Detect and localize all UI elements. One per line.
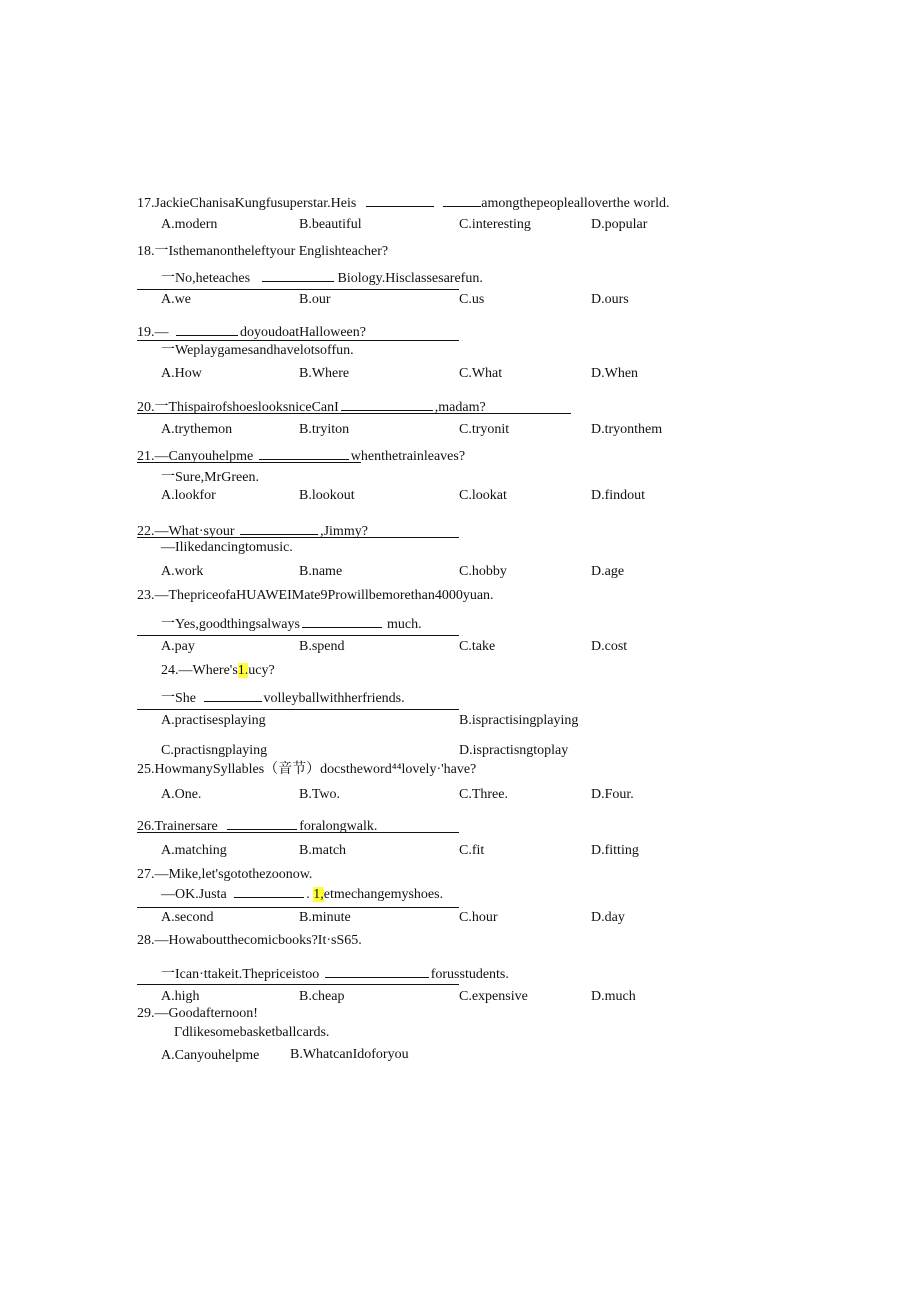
question-20-stem bbox=[137, 397, 486, 417]
q18-option-b[interactable]: B.our bbox=[299, 292, 331, 307]
q24-option-c[interactable]: C.practisngplaying bbox=[161, 743, 268, 758]
q19-option-d[interactable]: D.When bbox=[591, 366, 639, 381]
q23-resp-a: 一Yes,goodthingsalways bbox=[161, 617, 300, 632]
q17-option-b[interactable]: B.beautiful bbox=[299, 217, 362, 232]
q21-option-d[interactable]: D.findout bbox=[591, 488, 646, 503]
q20-option-d[interactable]: D.tryonthem bbox=[591, 422, 663, 437]
q25-option-a[interactable]: A.One. bbox=[161, 787, 202, 802]
question-23-response bbox=[161, 614, 422, 634]
q18-resp-b: Biology.Hisclassesarefun. bbox=[337, 271, 483, 286]
q28-option-a[interactable]: A.high bbox=[161, 989, 200, 1004]
q27-option-d[interactable]: D.day bbox=[591, 910, 625, 925]
q26-option-c[interactable]: C.fit bbox=[459, 843, 485, 858]
question-19-stem bbox=[137, 322, 366, 342]
q26-option-a[interactable]: A.matching bbox=[161, 843, 227, 858]
question-21-stem bbox=[137, 446, 465, 466]
q18-option-c[interactable]: C.us bbox=[459, 292, 485, 307]
q29-option-b[interactable]: B.WhatcanIdoforyou bbox=[290, 1047, 409, 1062]
question-25-stem: 25.HowmanySyllables（音节）docstheword⁴⁴lovely·'have? bbox=[137, 762, 477, 777]
q26-stem-b: foralongwalk. bbox=[299, 819, 378, 834]
question-28-stem: 28.—Howaboutthecomicbooks?It·sS65. bbox=[137, 933, 362, 948]
question-27-stem: 27.—Mike,let'sgotothezoonow. bbox=[137, 867, 313, 882]
q22-stem-a: 22.—What·syour bbox=[137, 524, 235, 539]
q24-stem-a: 24.—Where's bbox=[161, 663, 238, 678]
q28-blank[interactable] bbox=[325, 964, 429, 978]
q18-rule bbox=[137, 289, 459, 290]
q19-rule bbox=[137, 340, 459, 341]
q22-option-d[interactable]: D.age bbox=[591, 564, 625, 579]
question-29-stem: 29.—Goodafternoon! bbox=[137, 1006, 258, 1021]
q25-option-d[interactable]: D.Four. bbox=[591, 787, 634, 802]
q23-option-c[interactable]: C.take bbox=[459, 639, 496, 654]
q24-resp-a: 一She bbox=[161, 691, 196, 706]
question-27-response bbox=[161, 884, 443, 904]
q17-blank-1[interactable] bbox=[366, 193, 434, 207]
q22-option-a[interactable]: A.work bbox=[161, 564, 204, 579]
q22-rule bbox=[137, 537, 459, 538]
q26-rule bbox=[137, 832, 459, 833]
question-18-response bbox=[161, 268, 483, 288]
q24-blank[interactable] bbox=[204, 688, 262, 702]
q25-option-c[interactable]: C.Three. bbox=[459, 787, 508, 802]
question-22-stem bbox=[137, 521, 368, 541]
q17-option-d[interactable]: D.popular bbox=[591, 217, 648, 232]
question-18-stem: 18.一Isthemanontheleftyour Englishteacher? bbox=[137, 244, 389, 259]
q22-option-b[interactable]: B.name bbox=[299, 564, 343, 579]
q29-response: Γdlikesomebasketballcards. bbox=[174, 1025, 330, 1040]
q28-option-d[interactable]: D.much bbox=[591, 989, 636, 1004]
q24-stem-b: ucy? bbox=[248, 663, 275, 678]
q21-option-b[interactable]: B.lookout bbox=[299, 488, 355, 503]
q23-option-a[interactable]: A.pay bbox=[161, 639, 195, 654]
q20-rule bbox=[137, 413, 571, 414]
q26-stem-a: 26.Trainersare bbox=[137, 819, 218, 834]
q23-blank[interactable] bbox=[302, 614, 382, 628]
q27-option-a[interactable]: A.second bbox=[161, 910, 214, 925]
q19-response: 一Weplaygamesandhavelotsoffun. bbox=[161, 343, 354, 358]
q27-resp-a: —OK.Justa bbox=[161, 887, 227, 902]
q27-option-b[interactable]: B.minute bbox=[299, 910, 351, 925]
q25-option-b[interactable]: B.Two. bbox=[299, 787, 341, 802]
q21-option-a[interactable]: A.lookfor bbox=[161, 488, 216, 503]
q24-option-d[interactable]: D.ispractisngtoplay bbox=[459, 743, 569, 758]
q21-response: 一Sure,MrGreen. bbox=[161, 470, 259, 485]
q28-option-b[interactable]: B.cheap bbox=[299, 989, 345, 1004]
q19-option-a[interactable]: A.How bbox=[161, 366, 202, 381]
q22-blank[interactable] bbox=[240, 521, 318, 535]
q20-stem-a: 20.一ThispairofshoeslooksniceCanI bbox=[137, 400, 339, 415]
q27-option-c[interactable]: C.hour bbox=[459, 910, 498, 925]
q21-stem-b: whenthetrainleaves? bbox=[350, 449, 466, 464]
q24-option-a[interactable]: A.practisesplaying bbox=[161, 713, 266, 728]
q21-blank[interactable] bbox=[259, 446, 349, 460]
q19-option-b[interactable]: B.Where bbox=[299, 366, 350, 381]
q24-highlight: 1. bbox=[237, 663, 249, 678]
q27-rule bbox=[137, 907, 459, 908]
question-24-response bbox=[161, 688, 405, 708]
q24-resp-b: volleyballwithherfriends. bbox=[263, 691, 405, 706]
q19-blank[interactable] bbox=[176, 322, 238, 336]
question-23-stem: 23.—ThepriceofaHUAWEIMate9Prowillbemorethan4000yuan. bbox=[137, 588, 494, 603]
q19-option-c[interactable]: C.What bbox=[459, 366, 503, 381]
q24-option-b[interactable]: B.ispractisingplaying bbox=[459, 713, 579, 728]
q28-resp-a: 一Ican·ttakeit.Thepriceistoo bbox=[161, 967, 320, 982]
q22-option-c[interactable]: C.hobby bbox=[459, 564, 507, 579]
q18-blank[interactable] bbox=[262, 268, 334, 282]
q20-blank[interactable] bbox=[341, 397, 433, 411]
q23-option-d[interactable]: D.cost bbox=[591, 639, 628, 654]
q20-option-a[interactable]: A.trythemon bbox=[161, 422, 233, 437]
question-24-stem bbox=[161, 662, 275, 680]
q19-stem-a: 19.— bbox=[137, 325, 169, 340]
q28-rule bbox=[137, 984, 459, 985]
question-17-stem bbox=[137, 193, 669, 213]
q27-blank[interactable] bbox=[234, 884, 304, 898]
q17-option-c[interactable]: C.interesting bbox=[459, 217, 531, 232]
q22-stem-b: ,Jimmy? bbox=[320, 524, 368, 539]
question-26-stem bbox=[137, 816, 377, 836]
q22-response: —Ilikedancingtomusic. bbox=[161, 540, 293, 555]
q21-stem-a: 21.—Canyouhelpme bbox=[137, 449, 254, 464]
q28-resp-b: forusstudents. bbox=[430, 967, 509, 982]
q26-option-b[interactable]: B.match bbox=[299, 843, 347, 858]
q20-option-c[interactable]: C.tryonit bbox=[459, 422, 510, 437]
q26-blank[interactable] bbox=[227, 816, 297, 830]
q29-option-a[interactable]: A.Canyouhelpme bbox=[161, 1048, 260, 1063]
q23-resp-b: much. bbox=[386, 617, 422, 632]
q21-rule bbox=[137, 462, 361, 463]
q21-option-c[interactable]: C.lookat bbox=[459, 488, 507, 503]
q18-resp-a: 一No,heteaches bbox=[161, 271, 251, 286]
q17-stem-a: 17.JackieChanisaKungfusuperstar.Heis bbox=[137, 196, 357, 211]
q26-option-d[interactable]: D.fitting bbox=[591, 843, 639, 858]
q23-option-b[interactable]: B.spend bbox=[299, 639, 345, 654]
q17-option-a[interactable]: A.modern bbox=[161, 217, 218, 232]
q19-stem-b: doyoudoatHalloween? bbox=[240, 325, 366, 340]
q24-rule bbox=[137, 709, 459, 710]
q18-option-d[interactable]: D.ours bbox=[591, 292, 629, 307]
q28-option-c[interactable]: C.expensive bbox=[459, 989, 528, 1004]
q18-option-a[interactable]: A.we bbox=[161, 292, 191, 307]
q27-highlight: 1, bbox=[313, 887, 324, 902]
q20-stem-b: ,madam? bbox=[434, 400, 486, 415]
q20-option-b[interactable]: B.tryiton bbox=[299, 422, 350, 437]
q27-resp-b: etmechangemyshoes. bbox=[323, 887, 444, 902]
question-28-response bbox=[161, 964, 509, 984]
q17-blank-2[interactable] bbox=[443, 193, 481, 207]
q23-rule bbox=[137, 635, 459, 636]
q27-resp-dot: . bbox=[306, 887, 310, 902]
q17-stem-b: amongthepeoplealloverthe world. bbox=[481, 196, 670, 211]
